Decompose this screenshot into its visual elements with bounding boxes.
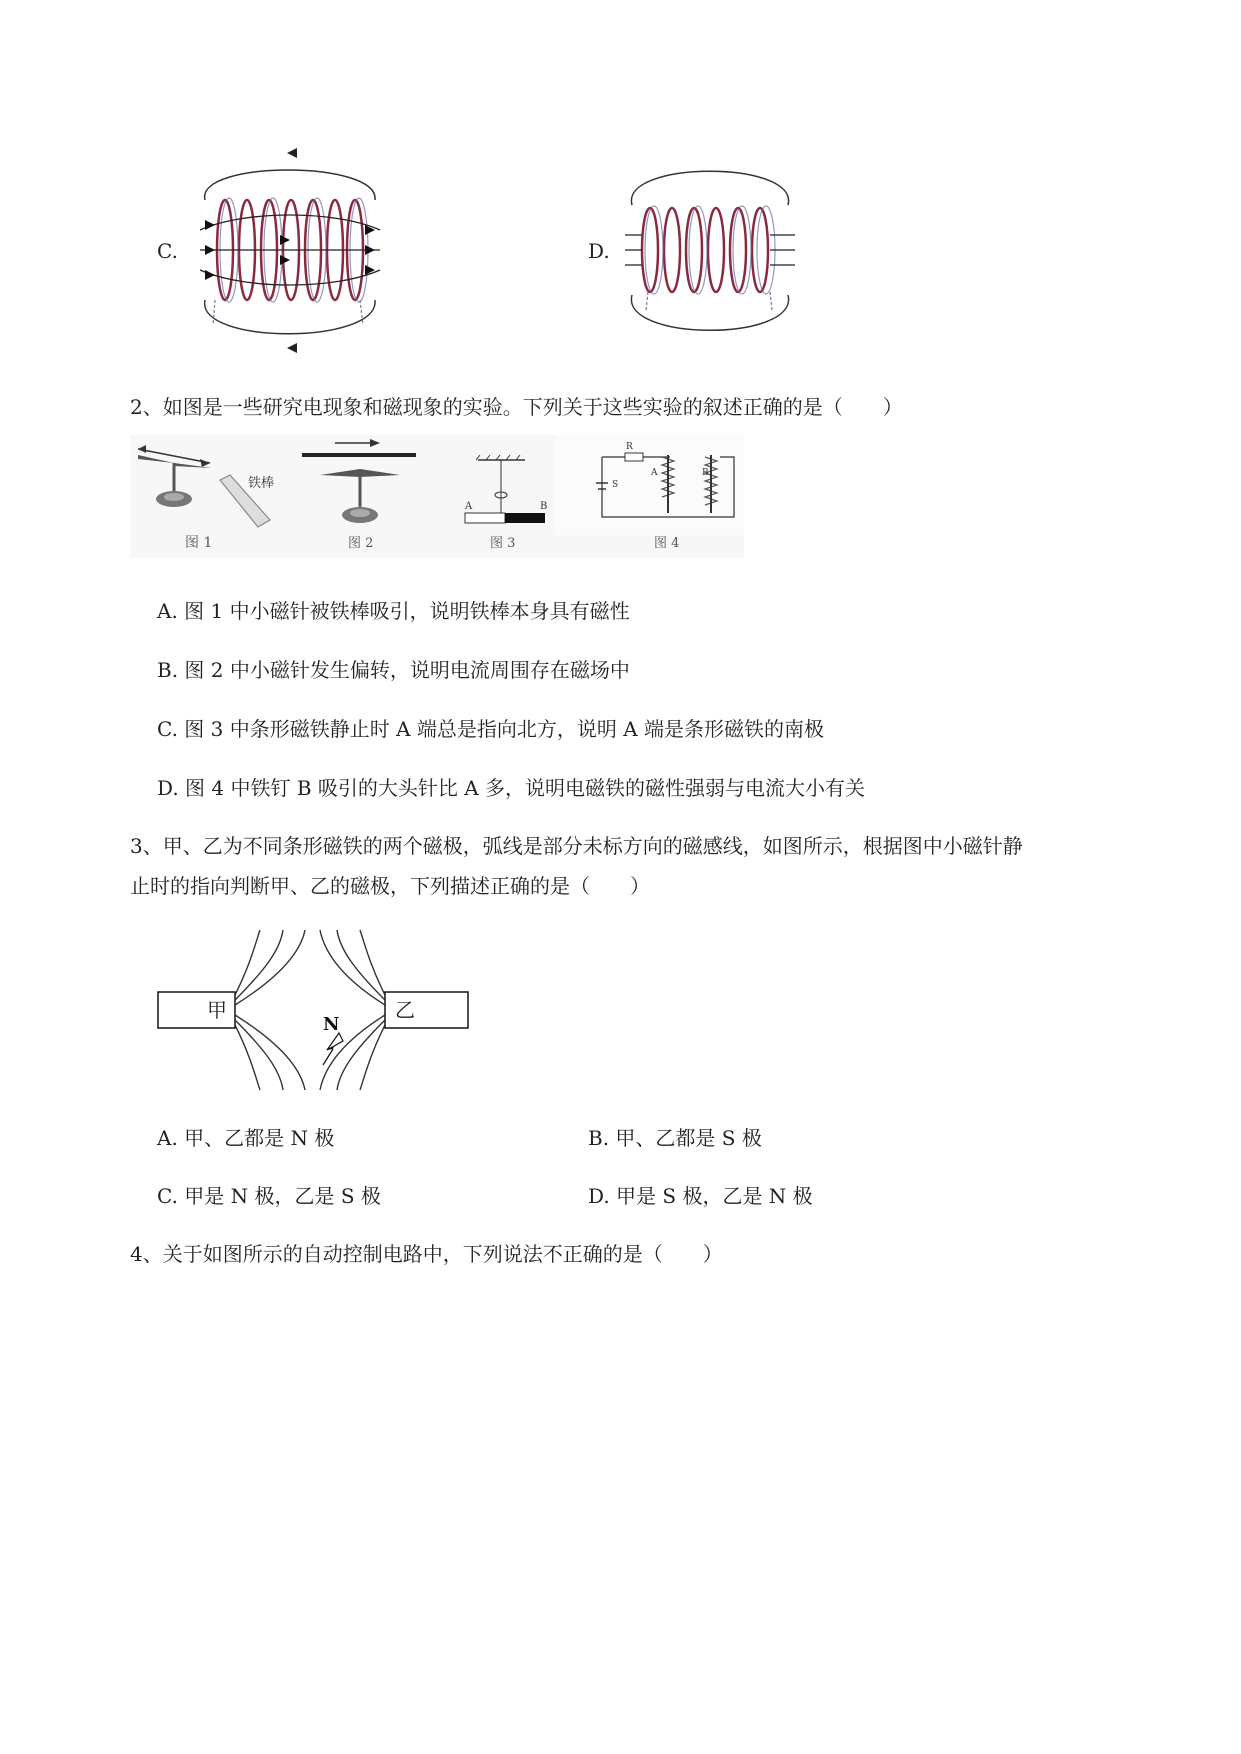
fig4-electromagnet-circuit <box>555 435 744 551</box>
q3-stem: 3、甲、乙为不同条形磁铁的两个磁极，弧线是部分未标方向的磁感线，如图所示，根据图中小磁针静止时的指向判断甲、乙的磁极，下列描述正确的是（ ） <box>130 834 1023 898</box>
q4-stem: 4、关于如图所示的自动控制电路中，下列说法不正确的是（ ） <box>130 1242 723 1266</box>
needle-n-label: N <box>323 1014 340 1035</box>
fig4-r-label: R <box>626 442 633 452</box>
q3-option-c: C. 甲是 N 极，乙是 S 极 <box>157 1184 381 1208</box>
fig4-caption: 图 4 <box>654 536 680 551</box>
compass-needle <box>323 1014 343 1065</box>
solenoid-figure-d <box>620 150 800 350</box>
q2-stem: 2、如图是一些研究电现象和磁现象的实验。下列关于这些实验的叙述正确的是（ ） <box>130 395 903 419</box>
q2-option-a: A. 图 1 中小磁针被铁棒吸引，说明铁棒本身具有磁性 <box>157 599 630 623</box>
solenoid-figure-c <box>185 140 395 360</box>
q2-experiment-figure <box>130 435 744 558</box>
q3-option-d: D. 甲是 S 极，乙是 N 极 <box>588 1184 813 1208</box>
fig4-a-label: A <box>651 468 658 478</box>
left-pole-label: 甲 <box>207 998 227 1022</box>
q2-option-d: D. 图 4 中铁钉 B 吸引的大头针比 A 多，说明电磁铁的磁性强弱与电流大小有关 <box>157 776 866 800</box>
q3-option-b: B. 甲、乙都是 S 极 <box>588 1126 762 1150</box>
q2-option-c: C. 图 3 中条形磁铁静止时 A 端总是指向北方，说明 A 端是条形磁铁的南极 <box>157 717 825 741</box>
fig4-b-label: B <box>702 468 709 478</box>
q3-magnet-field-figure <box>155 925 475 1095</box>
right-pole-label: 乙 <box>395 998 415 1022</box>
q2-option-b: B. 图 2 中小磁针发生偏转，说明电流周围存在磁场中 <box>157 658 630 682</box>
iron-rod-label: 铁棒 <box>248 476 275 491</box>
q3-option-a: A. 甲、乙都是 N 极 <box>157 1126 335 1150</box>
fig3-a-label: A <box>465 501 473 512</box>
fig3-b-label: B <box>540 501 548 512</box>
fig2-caption: 图 2 <box>348 536 374 551</box>
q1-option-d-label: D. <box>588 239 610 263</box>
fig1-caption: 图 1 <box>185 535 213 551</box>
fig3-caption: 图 3 <box>490 536 516 551</box>
fig4-s-label: S <box>612 480 619 490</box>
q1-option-c-label: C. <box>157 239 178 263</box>
